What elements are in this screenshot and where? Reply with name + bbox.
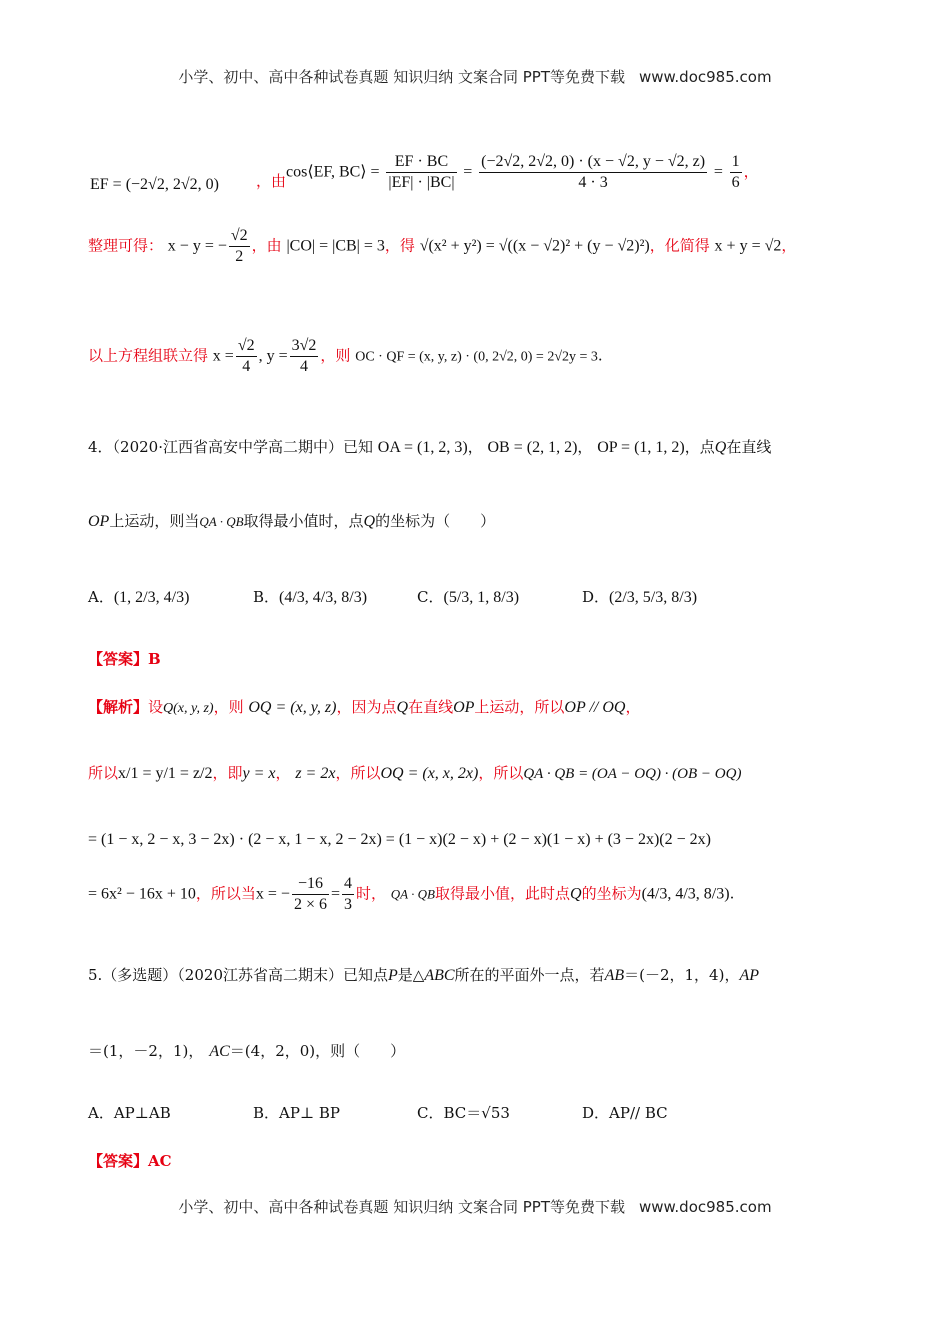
prev-line-3: 以上方程组联立得 x = $\frac{√2}{4}$ , y = $\frac{3√2}{4}$ ，则 OC · QF = (x, y, z) · (0, 2√2, 0) = 2√2y = 3.: [88, 337, 603, 375]
vector-oa: OA = (1, 2, 3): [377, 439, 468, 456]
q5-option-b[interactable]: B．AP⊥ BP: [253, 1104, 340, 1122]
cos-result: $\frac{1}{6}$: [731, 153, 740, 191]
q5-stem-line-2: ＝(1，－2，1)， AC＝(4，2，0)，则（ ）: [88, 1042, 406, 1060]
q5-option-c[interactable]: C．BC＝√53: [417, 1104, 510, 1122]
q4-answer: 【答案】B: [88, 650, 161, 668]
ef-vector: EF = (−2√2, 2√2, 0): [90, 176, 219, 193]
prev-line-2: 整理可得： x − y = − $\frac{√2}{2}$ ，由 |CO| = |CB| = 3，得 √(x² + y²) = √((x − √2)² + (y − √2)²)，化简得 x + y = √2，: [88, 227, 797, 265]
l2-fraction: $\frac{√2}{2}$: [230, 227, 248, 265]
q4-option-d[interactable]: D．(2/3, 5/3, 8/3): [582, 588, 698, 606]
header-url[interactable]: www.doc985.com: [638, 68, 772, 86]
by-text: ，由: [256, 172, 287, 190]
page-header: [0, 66, 950, 87]
q4-solution-line-4: = 6x² − 16x + 10，所以当x = − $\frac{-16}{2 \times 6}$ = $\frac{4}{3}$ 时， QA · QB取得最小值，此时点Q的坐标为(4/3, 4/3, 8/3).: [88, 875, 735, 913]
q4-solution-line-1: 【解析】设Q(x, y, z)，则 OQ = (x, y, z)，因为点Q在直线OP上运动，所以OP // OQ，: [88, 698, 641, 716]
cos-expr: cos⟨EF, BC⟩ =: [286, 163, 380, 181]
q5-answer: 【答案】AC: [88, 1152, 172, 1170]
cos-fraction-2: $\frac{(-2√2, 2√2, 0) \cdot (x - √2, y - √2, z)}{4 \cdot 3}$: [481, 153, 706, 191]
prev-line-1: EF = (−2√2, 2√2, 0) ，由 cos⟨EF, BC⟩ = $\frac{EF \cdot BC}{|EF| \cdot |BC|}$ = $\frac{(-2√2, 2√2, 0) \cdot (x - √2, y - √2, z)}{4 \cdot 3}$ = $\frac{1}{6}$ ，: [90, 153, 759, 193]
footer-text: 小学、初中、高中各种试卷真题 知识归纳 文案合同 PPT等免费下载: [178, 1198, 625, 1216]
footer-url[interactable]: www.doc985.com: [638, 1198, 772, 1216]
q5-option-a[interactable]: A．AP⊥AB: [88, 1104, 171, 1122]
q4-stem-line-2: OP上运动，则当QA · QB取得最小值时，点Q的坐标为（ ）: [88, 512, 496, 530]
vector-op: OP = (1, 1, 2): [597, 439, 685, 456]
q4-stem-line-1: 4．（2020·江西省高安中学高二期中）已知 OA = (1, 2, 3)， OB = (2, 1, 2)， OP = (1, 1, 2)，点Q在直线: [88, 438, 772, 456]
q4-option-a[interactable]: A．(1, 2/3, 4/3): [88, 588, 190, 606]
page-footer: [0, 1196, 950, 1217]
header-text: 小学、初中、高中各种试卷真题 知识归纳 文案合同 PPT等免费下载: [178, 68, 625, 86]
q4-solution-line-2: 所以x/1 = y/1 = z/2，即y = x， z = 2x，所以OQ = (x, x, 2x)，所以QA · QB = (OA − OQ) · (OB − OQ): [88, 764, 742, 782]
vector-ob: OB = (2, 1, 2): [487, 439, 578, 456]
q5-option-d[interactable]: D．AP// BC: [582, 1104, 668, 1122]
q4-option-c[interactable]: C．(5/3, 1, 8/3): [417, 588, 520, 606]
cos-fraction-1: $\frac{EF \cdot BC}{|EF| \cdot |BC|}$: [388, 153, 455, 191]
q5-stem-line-1: 5.（多选题）（2020江苏省高二期末）已知点P是△ABC所在的平面外一点，若AB＝(－2，1，4)，AP: [88, 966, 759, 984]
q4-solution-line-3: = (1 − x, 2 − x, 3 − 2x) · (2 − x, 1 − x, 2 − 2x) = (1 − x)(2 − x) + (2 − x)(1 − x) + (3 − 2x)(2 − 2x): [88, 831, 711, 848]
q4-option-b[interactable]: B．(4/3, 4/3, 8/3): [253, 588, 368, 606]
